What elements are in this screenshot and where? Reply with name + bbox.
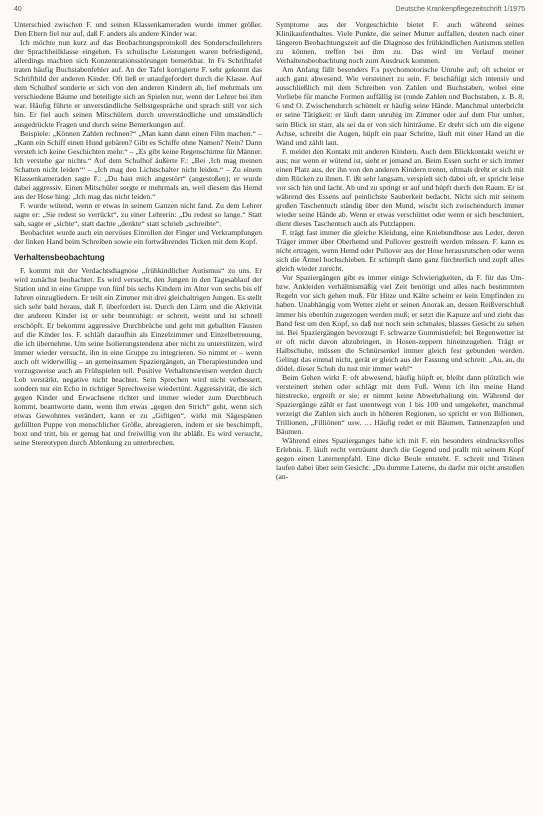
paragraph: Beispiele: „Können Zahlen rechnen?“ „Man kann dann einen Film machen.“ – „Kann ein Schiff einen Hund gebären? Gibt es Schiffe ohne Namen? Nein? Dann versteh ich keine Geschichten mehr.“ – „Es gibt keine Regenschirme für Männer. Ich verstehe gar nichts.“ Auf dem Schulhof äußerte F.: „Bei ‚Ich mag meinen Schatten nicht leiden‘“ – „Ich mag den Lichtschalter nicht leiden.“ – Zu einem Klassenkameraden sagte F.: „Du hast mich angestört“ (angestoßen); er wurde dabei aggressiv. Einen Mitschüler sorgte er mehrmals an, weil diesem das Hemd aus der Hose hing: „Ich mag das nicht leiden.“: [14, 128, 262, 201]
right-column: [276, 20, 524, 810]
paragraph: Beobachtet wurde auch ein nervöses Einrollen der Finger und Verkrampfungen der linken Hand beim Schreiben sowie ein fortwährendes Ticken mit dem Kopf.: [14, 228, 262, 247]
paragraph: Ich möchte nun kurz auf das Beobachtungsprotokoll des Sonderschullehrers der Sprachheilklasse eingehen. Fs schulische Leistungen waren befriedigend, allerdings machten sich Konzentrationsstörungen bemerkbar. In Fs Schrifttafel traten häufig Buchstabenfehler auf. An der Tafel korrigierte F. sehr gekonnt das Schriftbild der anderen Kinder. Oft ließ er unaufgefordert durch die Klasse. Auf dem Schulhof sonderte er sich von den anderen Kindern ab, lief mehrmals um verschiedene Bäume und beteiligte sich an Spielen nur, wenn der Lehrer bei ihm war. Häufig führte er unverständliche Selbstgespräche und sprach still vor sich hin. Er fiel auch seinen Mitschülern durch unverständliche und umständlich ausgedrückte Fragen und durch seine Bemerkungen auf.: [14, 38, 262, 129]
section-heading: Verhaltensbeobachtung: [14, 253, 105, 263]
paragraph: Am Anfang fällt besonders F.s psychomotorische Unruhe auf; oft scheint er auch ganz abwesend. Wie versteinert zu sein. F. beschäftigt sich intensiv und ausschließlich mit dem Schreiben von Zahlen und Buchstaben, wobei eine Vorliebe für manche Formen auffällig ist (runde Zahlen und Buchstaben, z. B. 8, 6 und O. Zwischendurch schüttelt er häufig seine Hände. Manchmal unterbricht er seine Tätigkeit: er läuft dann unruhig im Zimmer oder auf dem Flur umher, sein Blick ist starr, als sei da er von sich hinträume. Er dreht sich um die eigene Achse, schreibt die Augen, hüpft ein paar Schritte, läuft mit einer Hand an die Wand und zählt laut.: [276, 65, 524, 147]
paragraph: Während eines Spazierganges habe ich mit F. ein besonders eindrucksvolles Erlebnis. F. läuft recht verträumt durch die Gegend und prallt mit seinem Kopf gegen einen Laternenpfahl. Eine dicke Beule entsteht. F. schreit und Tränen laufen dabei über sein Gesicht: „Du dumme Laterne, du darfst mir nicht anstoßen (an-: [276, 436, 524, 482]
left-column: [14, 20, 262, 810]
paragraph: F. trägt fast immer die gleiche Kleidung, eine Kniebundhose aus Leder, deren Träger immer über Oberhemd und Pullover gestreift werden müssen. F. kann es nicht ertragen, wenn Hemd oder Pullover aus der Hose herausrutschen oder wenn sich die Ärmel hochschieben. Er schimpft dann ganz fürchterlich und zupft alles gleich wieder zurecht.: [276, 228, 524, 274]
paragraph: F. wurde wütend, wenn er etwas in seinem Ganzen nicht fand. Zu dem Lehrer sagte er: „Sie redest so verrückt“, zu einer Lehrerin: „Du redest so lange.“ Statt sah, sagte er „sichte“, statt dachte „denkte“ statt schrieb „schreibte“.: [14, 200, 262, 229]
paragraph: F. meidet den Kontakt mit anderen Kindern. Auch dem Blickkontakt weicht er aus; nur wenn er wütend ist, sieht er jemand an. Beim Essen sucht er sich immer einen Platz aus, der ihn von den anderen Kindern trennt, oftmals dreht er sich mit dem Rücken zu ihnen. F. ißt sehr langsam, verspielt sich dabei oft, er spricht leise vor sich hin und lacht. Ab und zu springt er auf und hüpft durch den Raum. Er ist während des Essens auf peinlichste Sauberkeit bedacht. Nicht sich mit seinem großen Taschentuch ständig über den Mund, wischt sich zwischendurch immer wieder seine Hände ab. Wenn er etwas verschüttet oder wenn er sich beschmiert, dient dieses Taschentuch auch als Putzlappen.: [276, 146, 524, 229]
page-number: 40: [14, 6, 22, 13]
paragraph: Symptome aus der Vorgeschichte bietet F. auch während seines Klinikaufenthaltes. Viele Punkte, die seiner Mutter auffallen, deuten nach einer längeren Beobachtungszeit auf die Diagnose des frühkindlichen Autismus stellen zu können, treffen bei ihm zu. Das wird im Verlauf meiner Verhaltensbeobachtung noch zum Ausdruck kommen.: [276, 20, 524, 66]
paragraph: F. kommt mit der Verdachtsdiagnose „frühkindlicher Autismus“ zu uns. Er wird zunächst beobachtet. Es wird versucht, den Jungen in den Tagesablauf der Station und in eine Gruppe von fünf bis sechs Kindern im Alter von sechs bis elf Jahren einzugliedern. Er teilt ein Zimmer mit drei gleichaltrigen Jungen. Es stellt sich sehr bald heraus, daß F. überfordert ist. Durch den Lärm und die Aktivität der anderen Kinder ist er sehr beunruhigt: er schreit, weint und ist schnell erschöpft. Er bekommt aggressive Durchbrüche und geht mit geballten Fäusten auf die Kinder los. F. schläft daraufhin als Einzelzimmer und Einzelbetreuung, die ich übernehme. Um seine Isolierungstendenz aber nicht zu unterstützen, wird immer wieder versucht, ihn in eine Gruppe zu integrieren. So nimmt er – wenn auch oft widerwillig – an gemeinsamen Spaziergängen, an Therapiestunden und vorzugsweise auch an Frühspielen teil. Positive Verhaltensweisen werden durch Lob verstärkt, negative nicht beachtet. Sein Sprechen wird nicht verbessert, sondern nur ein Echo in richtiger Sprechweise wiedertönt. Aggressivität, die sich gegen Kinder und Erwachsene richtet und immer wieder zum Durchbruch kommt, beantworte dann, wenn ihm etwas „gegen den Strich“ geht, wenn sich etwas Gewohntes verändert, kann er zu „Giftigen“, wirkt mit Sägespänen gefüllten Puppe von menschlicher Größe, abreagieren, indem er sie beschimpft, boxt und tritt, bis er genug hat und freiwillig von ihr abläßt. Es wird versucht, seine Stereotypen durch Ablenkung zu unterbrechen.: [14, 266, 262, 448]
paragraph: Unterschied zwischen F. und seinen Klassenkameraden wurde immer größer. Den Eltern fiel nur auf, daß F. anders als andere Kinder war.: [14, 20, 262, 39]
paragraph: Beim Gehen wirkt F. oft abwesend, häufig hüpft er, bleibt dann plötzlich wie versteinert stehen oder schlägt mit dem Fuß. Wenn ich ihn meine Hand hinstrecke, ergreift er sie; er nimmt keine Abwehrhaltung ein. Während der Spaziergänge zählt er fast unentwegt von 1 bis 100 und umgekehrt, manchmal verzeigt die Zahlen sich auch in höheren Regionen, so spricht er von Billionen, Trillionen, „Filliönen“ usw. … Häufig redet er mit Bäumen, Tannenzapfen und Bäumen.: [276, 372, 524, 437]
journal-title: Deutsche Krankenpflegezeitschrift 1/1975: [395, 6, 525, 13]
paragraph: Vor Spaziergängen gibt es immer einige Schwierigkeiten, da F. für das Um- bzw. Ankleiden verhältnismäßig viel Zeit benötigt und alles nach bestimmten Regeln vor sich gehen muß. Für Hitze und Kälte scheint er kein Empfinden zu haben. Unabhängig vom Wetter zieht er seinen Anorak an, dessen Reißverschluß immer bis obenhin zugezogen werden muß; er setzt die Kapuze auf und zieht das Band fest um den Kopf, so daß nur noch sein schmales, blasses Gesicht zu sehen ist. Bei Spaziergängen bevorzugt F. schwarze Gummistiefel; bei Regenwetter ist er oft nicht davon abzubringen, in Hosen-zeppern hineinzugehen. Trägt er Halbschuhe, müssen die Schnürsenkel immer gleich fest gebunden werden. Gelingt das einmal nicht, gerät er gleich aus der Fassung und schreit: „Au, au, du dödel, dieser Schuh du tust mir immer weh!“: [276, 273, 524, 373]
page-header: [14, 6, 525, 20]
